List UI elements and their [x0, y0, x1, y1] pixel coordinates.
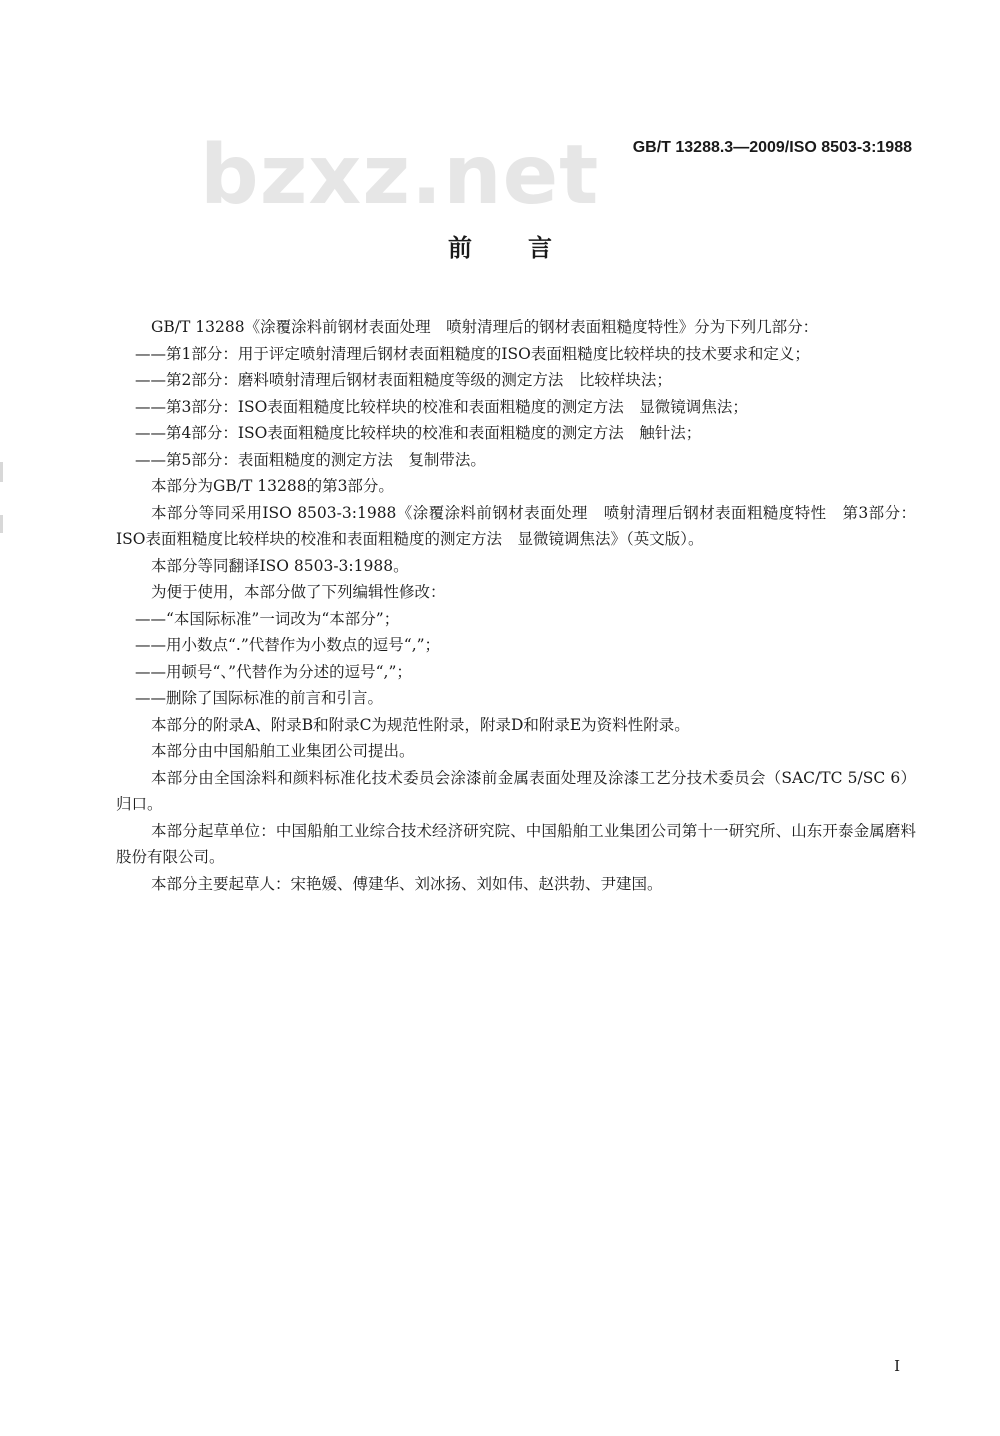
paragraph: 本部分等同翻译ISO 8503-3:1988。: [151, 556, 409, 575]
list-item: ——“本国际标准”一词改为“本部分”；: [135, 609, 400, 628]
list-item: ——第4部分：ISO表面粗糙度比较样块的校准和表面粗糙度的测定方法 触针法；: [135, 424, 702, 442]
scan-edge-mark: [0, 462, 3, 482]
list-item: ——第2部分：磨料喷射清理后钢材表面粗糙度等级的测定方法 比较样块法；: [135, 371, 672, 389]
list-item: ——用小数点“.”代替作为小数点的逗号“,”；: [135, 636, 441, 654]
list-item: ——用顿号“、”代替作为分述的逗号“,”；: [135, 662, 412, 681]
paragraph: 本部分起草单位：中国船舶工业综合技术经济研究院、中国船舶工业集团公司第十一研究所、山东开泰金属磨料股份有限公司。: [116, 821, 916, 866]
page-number: I: [894, 1357, 900, 1375]
scan-edge-mark: [0, 515, 3, 533]
list-item: ——第5部分：表面粗糙度的测定方法 复制带法。: [135, 450, 486, 469]
paragraph: 本部分由全国涂料和颜料标准化技术委员会涂漆前金属表面处理及涂漆工艺分技术委员会（SAC/TC 5/SC 6）归口。: [116, 768, 916, 813]
paragraph: 本部分等同采用ISO 8503-3:1988《涂覆涂料前钢材表面处理 喷射清理后钢材表面粗糙度特性 第3部分：ISO表面粗糙度比较样块的校准和表面粗糙度的测定方法 显微镜调焦法》（英文版）。: [116, 503, 916, 548]
list-item: ——第1部分：用于评定喷射清理后钢材表面粗糙度的ISO表面粗糙度比较样块的技术要求和定义；: [135, 344, 810, 363]
paragraph: 为便于使用，本部分做了下列编辑性修改：: [151, 583, 446, 601]
paragraph: 本部分的附录A、附录B和附录C为规范性附录，附录D和附录E为资料性附录。: [151, 715, 690, 734]
paragraph: 本部分主要起草人：宋艳媛、傅建华、刘冰扬、刘如伟、赵洪勃、尹建国。: [151, 874, 663, 893]
body-text: [116, 314, 916, 897]
standard-code: GB/T 13288.3—2009/ISO 8503-3:1988: [632, 139, 912, 156]
paragraph: 本部分由中国船舶工业集团公司提出。: [151, 742, 415, 760]
watermark: bzxz.net: [200, 128, 600, 223]
page-title: 前言: [448, 234, 608, 262]
list-item: ——第3部分：ISO表面粗糙度比较样块的校准和表面粗糙度的测定方法 显微镜调焦法；: [135, 397, 748, 416]
paragraph: 本部分为GB/T 13288的第3部分。: [151, 477, 394, 495]
list-item: ——删除了国际标准的前言和引言。: [135, 689, 384, 707]
paragraph: GB/T 13288《涂覆涂料前钢材表面处理 喷射清理后的钢材表面粗糙度特性》分为下列几部分：: [151, 318, 819, 336]
